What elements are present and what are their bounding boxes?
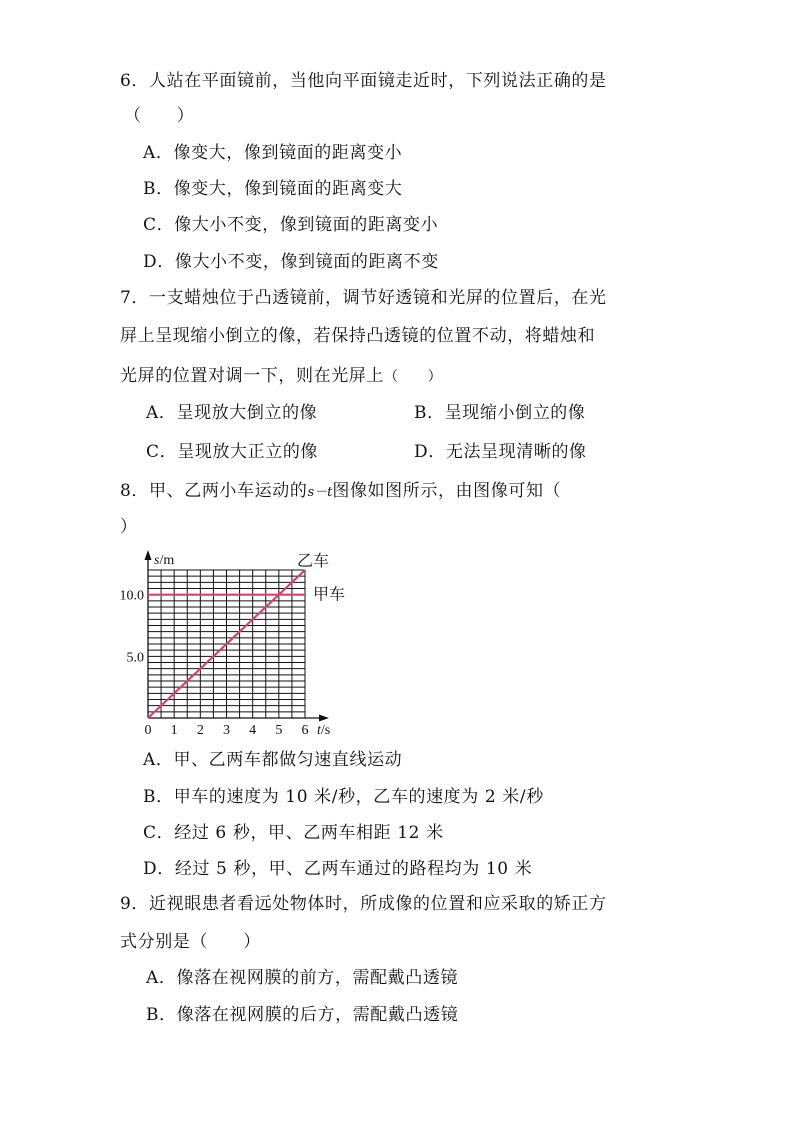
q9-stem-text: 近视眼患者看远处物体时，所成像的位置和应采取的矫正方	[149, 894, 607, 914]
x-axis-arrow	[319, 715, 329, 722]
option-text: 像大小不变，像到镜面的距离变小	[174, 215, 439, 235]
option-text: 像落在视网膜的前方，需配戴凸透镜	[176, 968, 459, 988]
option-text: 甲车的速度为 10 米/秒，乙车的速度为 2 米/秒	[173, 787, 544, 807]
option-label: A．	[143, 750, 174, 770]
x-tick-label: 5	[275, 723, 283, 738]
option-text: 像落在视网膜的后方，需配戴凸透镜	[176, 1005, 459, 1025]
y-tick-label: 5.0	[126, 650, 144, 666]
option-label: D．	[143, 859, 175, 879]
option-label: B．	[143, 787, 174, 807]
x-tick-label: 3	[223, 723, 230, 738]
x-tick-label: 1	[170, 723, 178, 738]
option-label: A．	[143, 143, 174, 163]
x-tick-label: 2	[196, 723, 204, 738]
option-label: D．	[143, 252, 175, 272]
q7-number: 7．	[120, 288, 150, 308]
q8-option-d	[143, 859, 532, 879]
q8-st-label: s－t	[307, 485, 333, 500]
option-text: 像变大，像到镜面的距离变小	[173, 143, 403, 163]
q8-option-b	[143, 787, 544, 807]
q9-option-a	[146, 968, 458, 988]
q8-stem-text: 甲、乙两小车运动的	[149, 481, 308, 501]
q6-stem-text: 人站在平面镜前，当他向平面镜走近时，下列说法正确的是	[149, 71, 607, 91]
q7-stem-text: 一支蜡烛位于凸透镜前，调节好透镜和光屏的位置后，在光	[149, 288, 607, 308]
x-axis-title: t/s	[317, 723, 331, 738]
option-label: D．	[414, 442, 446, 462]
x-tick-label: 4	[249, 723, 257, 738]
option-label: C．	[143, 823, 175, 843]
q9-option-b	[146, 1005, 458, 1025]
option-label: A．	[146, 968, 177, 988]
option-text: 经过 5 秒，甲、乙两车通过的路程均为 10 米	[174, 859, 533, 879]
q7-stem-line2: 屏上呈现缩小倒立的像，若保持凸透镜的位置不动，将蜡烛和	[120, 326, 596, 346]
option-text: 经过 6 秒，甲、乙两车相距 12 米	[174, 823, 444, 843]
option-text: 呈现缩小倒立的像	[444, 403, 586, 423]
q9-number: 9．	[120, 894, 150, 914]
q8-stem-line2: ）	[120, 517, 138, 537]
chart-labels	[120, 552, 346, 738]
option-label: C．	[143, 215, 175, 235]
option-text: 呈现放大倒立的像	[176, 403, 318, 423]
y-axis-title: s/m	[154, 553, 175, 568]
option-text: 像大小不变，像到镜面的距离不变	[174, 252, 439, 272]
option-text: 呈现放大正立的像	[177, 442, 319, 462]
q8-stem-text: 图像如图所示，由图像可知（	[332, 481, 562, 501]
option-text: 像变大，像到镜面的距离变大	[173, 179, 403, 199]
q7-answer-bracket: （ ）	[384, 369, 443, 385]
option-label: A．	[146, 403, 177, 423]
series-label-jia: 甲车	[313, 586, 346, 604]
option-label: B．	[143, 179, 174, 199]
option-text: 甲、乙两车都做匀速直线运动	[173, 750, 403, 770]
y-tick-label: 10.0	[119, 588, 144, 604]
option-label: B．	[146, 1005, 177, 1025]
y-axis-arrow	[145, 550, 152, 560]
q8-option-a	[143, 750, 402, 770]
option-label: B．	[414, 403, 445, 423]
q9-stem-line2: 式分别是（ ）	[120, 932, 261, 952]
q8-number: 8．	[120, 481, 150, 501]
series-label-yi: 乙车	[297, 553, 330, 570]
option-label: C．	[146, 442, 178, 462]
q7-stem-text: 光屏的位置对调一下，则在光屏上	[120, 366, 384, 386]
q8-option-c	[143, 823, 444, 843]
q9-stem-line1	[120, 894, 607, 914]
q6-answer-bracket: （ ）	[124, 106, 195, 126]
x-tick-label: 0	[144, 723, 152, 738]
x-tick-label: 6	[301, 723, 309, 738]
option-text: 无法呈现清晰的像	[445, 442, 587, 462]
q6-number: 6．	[120, 71, 150, 91]
